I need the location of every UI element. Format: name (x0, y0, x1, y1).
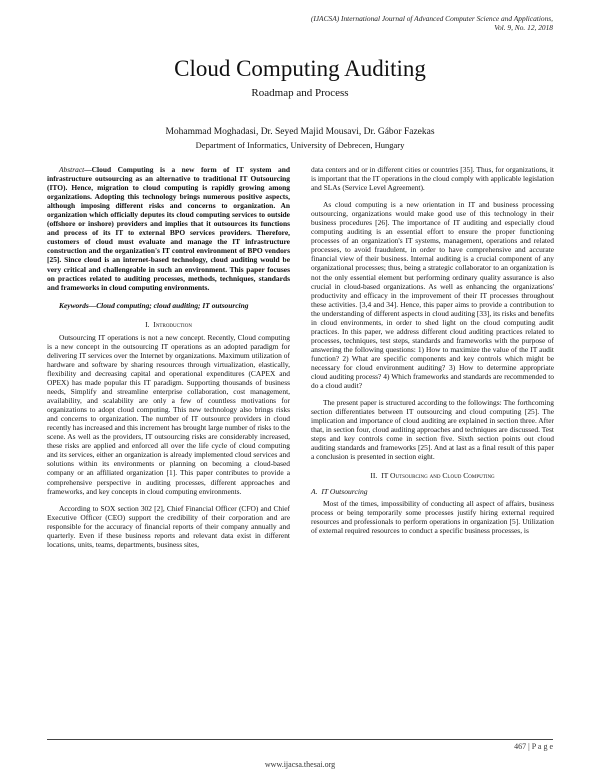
intro-paragraph-2: According to SOX section 302 [2], Chief Financial Officer (CFO) and Chief Executive Officer (CEO) support the credibility of their corporation and are responsible for the accuracy of financial reports of their company annually and quarterly. Even if these business reports and relevant data exist in different locations, units, teams, departments, business sites, (47, 503, 290, 549)
footer-rule (47, 739, 553, 740)
subsection-heading-it-outsourcing (311, 487, 554, 496)
author-list: Mohammad Moghadasi, Dr. Seyed Majid Mousavi, Dr. Gábor Fazekas (165, 127, 435, 137)
keywords-text: —Cloud computing; cloud auditing; IT outsourcing (88, 300, 249, 310)
keywords (47, 301, 290, 310)
section-heading-introduction (47, 320, 290, 329)
journal-header-line1: (IJACSA) International Journal of Advanced Computer Science and Applications, (310, 14, 553, 23)
abstract (47, 165, 290, 292)
journal-url: www.ijacsa.thesai.org (264, 760, 336, 769)
subsection-title: IT Outsourcing (321, 486, 368, 496)
abstract-label: Abstract (59, 165, 85, 174)
right-column (311, 165, 554, 535)
intro-paragraph-3: As cloud computing is a new orientation in IT and business processing outsourcing, organizations would make good use of this technology in their business procedures [26]. The importance of IT auditing and especially cloud computing auditing is an essential effort to ensure the proper functioning processes of an organization's IT systems, management, operations and related processes, to avoid fraudulent, in order to have comprehensive and accurate financial view of their business. Internal auditing is a crucial component of any organizational processes; thus, being a strategic collaborator to an organization is not the only essential element but performing ordinary quality assurance is also crucial in cloud-based organizations. As well as enhancing the organizations' productivity and efficacy in the improvement of their IT processes throughout these activities. [3,4 and 34]. Hence, this paper aims to provide a contribution to the understanding of different aspects in cloud auditing [33], its risks and benefits in cloud environments, in order to shed light on the cloud computing audit practices. In this paper, we address different cloud auditing practices related to processes, techniques, test steps, standards and frameworks with the purpose of answering the following questions: 1) How to maximize the value of the IT audit function? 2) What are specific components and key controls which might be necessary for cloud environment auditing? 3) How to determine appropriate cloud auditing process? 4) Which frameworks and standards are recommended to do a cloud audit? (311, 200, 554, 391)
left-column (47, 165, 290, 549)
page-number: 467 | P a g e (514, 742, 553, 751)
intro-paragraph-continued: data centers and or in different cities or countries [35]. Thus, for organizations, it is important that the IT operations in the cloud comply with applicable legislation and SLAs (Service Level Agreement). (311, 165, 554, 193)
paper-title: Cloud Computing Auditing (174, 56, 426, 81)
section-title: IT Outsourcing and Cloud Computing (381, 471, 495, 481)
intro-paragraph-1: Outsourcing IT operations is not a new concept. Recently, Cloud computing is a new concept in the outsourcing IT operations as an adopted paradigm for delivering IT services over the Internet by organizations. Maximum utilization of hardware and software by sharing resources through virtualization, elastically, flexibility and decreasing capital and operational expenditures (CAPEX and OPEX) has made popular this IT paradigm. Supporting thousands of business needs, Simplify and streamline enterprise collaboration, cost management, availability, and scalability are only a few of countless motivations for organizations to adopt cloud computing. This new technology also brings risks and concerns to organization. The number of IT outsource providers in cloud recently has increased and this increment has brought large number of risks to the scene. As well as the providers, IT outsourcing risks are considerably increased, these risks are applied and enforced all over the life cycle of cloud computing and its services, either an organization is already implemented cloud services and solutions within its environments or planning on becoming a cloud-based company or an affiliated organization [1]. This paper contributes to provide a comprehensive perspective in auditing processes, different approaches and frameworks, and key concepts in cloud computing environments. (47, 332, 290, 496)
outsourcing-paragraph-1: Most of the times, impossibility of conducting all aspect of affairs, business process or being temporarily some processes justify hiring external required resources and professionals to perform operations in organization [5]. Utilization of external required resources to conduct a specific business processes, is (311, 498, 554, 535)
keywords-label: Keywords (59, 300, 89, 310)
section-number: II. (370, 471, 378, 481)
paper-subtitle: Roadmap and Process (251, 87, 349, 99)
journal-header (213, 14, 553, 33)
author-affiliation: Department of Informatics, University of Debrecen, Hungary (195, 140, 405, 150)
intro-paragraph-4: The present paper is structured according to the followings: The forthcoming section differentiates between IT outsourcing and cloud computing [25]. The implication and importance of cloud auditing are explained in section three. After that, in section four, cloud auditing approaches and techniques are discussed. Test steps and key controls come in section five. Sixth section points out cloud auditing standards and frameworks [25]. And at last as a final result of this paper a conclusion is presented in section eight. (311, 398, 554, 462)
section-number: I. (145, 319, 150, 329)
section-title: Introduction (153, 319, 192, 329)
section-heading-outsourcing (311, 471, 554, 480)
abstract-text: —Cloud Computing is a new form of IT system and infrastructure outsourcing as an alternative to traditional IT Outsourcing (ITO). Hence, migration to cloud computing is rapidly growing among organizations. Adopting this technology brings numerous positive aspects, although imposing different risks and concerns to organization. An organization which officially deputes its cloud computing services to outside (offshore or inshore) providers and implies that it outsources its functions and process of its IT to external BPO services providers. Therefore, customers of cloud must evaluate and manage the IT infrastructure construction and the organization's IT control environment of BPO vendors [25]. Since cloud is an internet-based technology, cloud auditing would be very critical and challengeable in such an environment. This paper focuses on practices related to auditing processes, methods, techniques, standards and frameworks in cloud computing environments. (47, 165, 290, 292)
journal-header-line2: Vol. 9, No. 12, 2018 (494, 23, 553, 33)
subsection-label: A. (311, 486, 318, 496)
